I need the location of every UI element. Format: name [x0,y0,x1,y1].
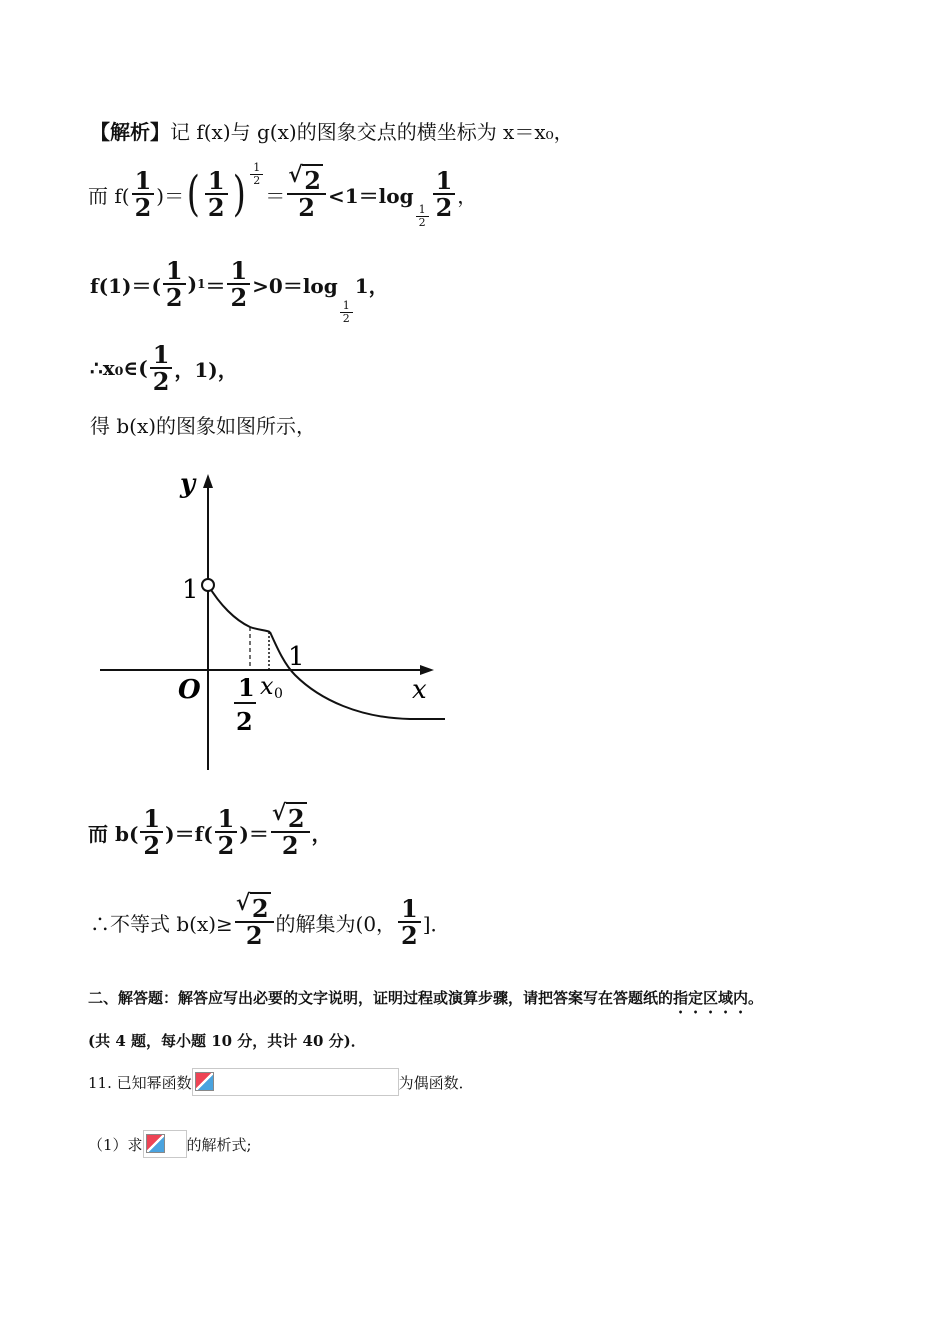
expr-text: )＝ [239,821,269,846]
expr-text: ＝ [265,183,286,208]
question-text: 11. 已知幂函数 [88,1073,192,1092]
expr-text: ＝ [205,273,226,298]
fraction-half: $\frac{1}{2}$ [205,168,228,220]
paren-open: ( [186,166,201,223]
y-tick-label: 1 [182,575,199,605]
analysis-line-6 [88,804,332,861]
x-label: x [412,675,427,705]
expr-text: 而 b( [88,821,139,846]
analysis-line-4 [90,340,238,397]
expr-text: 1， [354,273,389,298]
question-text: 的解析式; [186,1135,252,1154]
y-axis-arrow [203,474,213,488]
section-subtitle: (共 4 题，每小题 10 分，共计 40 分)． [88,1032,366,1050]
expr-text: ， [457,183,478,208]
half-num: 1 [238,673,255,702]
expr-text: ]． [422,911,451,936]
formula-image-placeholder [192,1068,399,1096]
curve-segment-1 [208,585,270,632]
fraction-sqrt2-over-2: √ $\frac{2}{2}$ [235,896,274,948]
x-axis-arrow [420,665,434,675]
exponent: 1 [197,277,206,292]
expr-text: f(1)＝( [90,273,161,298]
paren-close: ) [232,166,246,223]
analysis-line-3: f(1)＝( $\frac{1}{2}$ ) 1 ＝ $\frac{1}{2}$ >0＝log $\frac{1}{2}$ 1， [90,256,389,325]
formula-image-placeholder [143,1130,187,1158]
expr-text: ∴x₀∈( [90,356,148,381]
fraction-half: $\frac{1}{2}$ [140,806,163,858]
emphasized-text: 指定区域内 [673,989,749,1007]
fraction-half: $\frac{1}{2}$ [215,806,238,858]
broken-image-icon [146,1134,165,1153]
fraction-half: $\frac{1}{2}$ [163,258,186,310]
question-text: 为偶函数． [398,1073,474,1092]
expr-text: ， [311,821,332,846]
fraction-half: $\frac{1}{2}$ [398,896,421,948]
expr-text: ，1)， [174,357,238,382]
analysis-line-5: 得 b(x)的图象如图所示， [90,414,317,438]
analysis-line-1 [90,116,574,145]
expr-text: 而 f( [88,183,130,208]
x0-sub: 0 [274,686,283,702]
fraction-half: $\frac{1}{2}$ [433,168,456,220]
log-base: $\frac{1}{2}$ [416,204,429,228]
question-11-part-1 [88,1130,252,1158]
fraction-half: $\frac{1}{2}$ [150,342,173,394]
half-den: 2 [236,707,253,736]
expr-text: ∴不等式 b(x)≥ [90,911,233,936]
function-graph [90,460,460,780]
origin-label: O [178,675,201,705]
y-label: y [180,469,196,499]
broken-image-icon [195,1072,214,1091]
fraction-half: $\frac{1}{2}$ [132,168,155,220]
x-tick-label: 1 [288,642,305,672]
open-circle [202,579,214,591]
analysis-line-2 [88,161,478,229]
exponent-fraction: $\frac{1}{2}$ [250,162,263,186]
fraction-half: $\frac{1}{2}$ [227,258,250,310]
expr-text: )＝ [156,183,185,208]
expr-text: 的解集为(0， [275,911,397,936]
fraction-sqrt2-over-2: √ $\frac{2}{2}$ [287,168,326,220]
question-11 [88,1068,474,1096]
expr-text: )＝f( [165,821,213,846]
analysis-text: 记 f(x)与 g(x)的图象交点的横坐标为 x＝x₀， [170,120,574,144]
section-title: 二、解答题：解答应写出必要的文字说明，证明过程或演算步骤，请把答案写在答题纸的指定区域内。 [88,989,764,1007]
question-text: （1）求 [88,1135,143,1154]
analysis-label: 【解析】 [90,120,170,144]
expr-text: <1＝log [327,183,414,208]
x0-label: x [260,672,274,700]
log-base: $\frac{1}{2}$ [340,300,353,324]
expr-text: >0＝log [252,273,338,298]
analysis-line-7 [90,894,451,951]
fraction-sqrt2-over-2: √ $\frac{2}{2}$ [271,806,310,858]
